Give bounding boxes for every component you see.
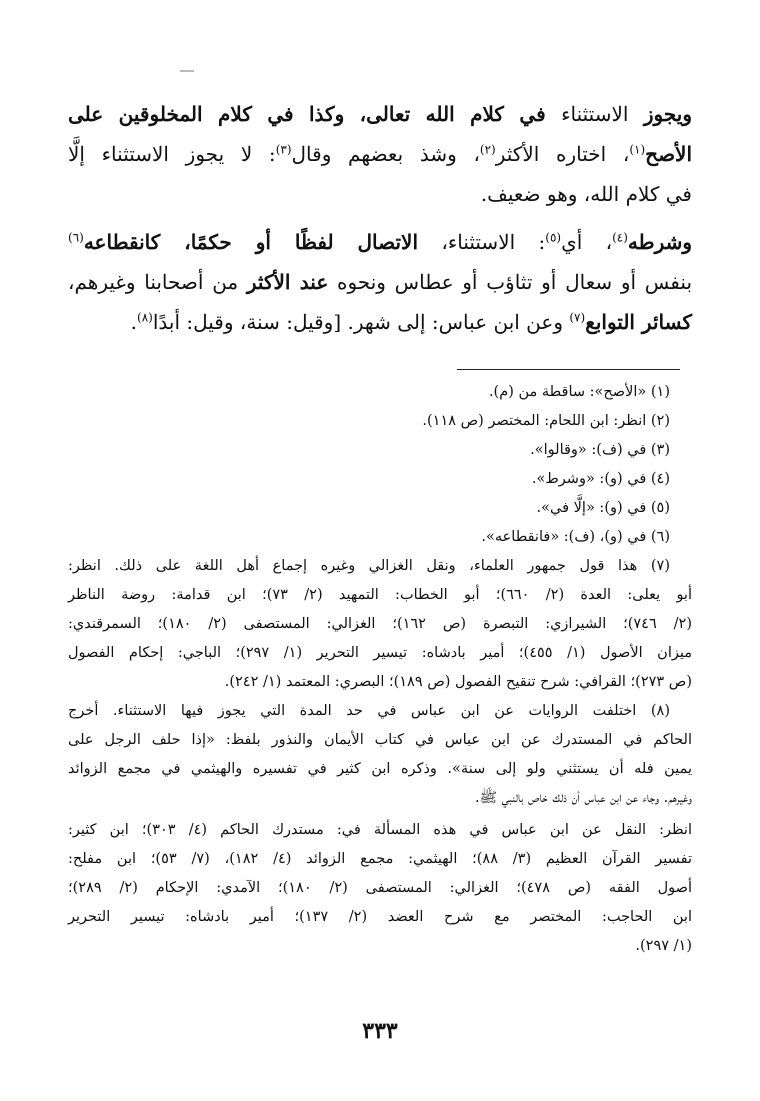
- footnote-separator: [457, 369, 680, 370]
- page-number: ٣٣٣: [362, 1018, 398, 1044]
- paragraph-condition: [68, 222, 692, 342]
- footnote-5: (٥) في (و): «إلَّا في».: [536, 500, 670, 516]
- footnote-ref[interactable]: (٨): [137, 310, 153, 325]
- main-line: كسائر التوابع$^{(٧)}$ وعن ابن عباس: إلى شهر. [وقيل: سنة، وقيل: أبدًا$^{(٨)}$.: [130, 310, 692, 334]
- scan-speck: [180, 70, 194, 72]
- footnote-7: (٧) هذا قول جمهور العلماء، ونقل الغزالي وغيره إجماع أهل اللغة على ذلك. انظر: أبو يعلى: العدة (٢/ ٦٦٠)؛ أبو الخطاب: التمهيد (٢/ ٧٣)؛ ابن قدامة: روضة الناظر (٢/ ٧٤٦)؛ الشيرازي: التبصرة (ص ١٦٢)؛ الغزالي: المستصفى (٢/ ١٨٠)؛ السمرقندي: ميزان الأصول (١/ ٤٥٥)؛ أمير بادشاه: تيسير التحرير (١/ ٢٩٧)؛ الباجي: إحكام الفصول (ص ٢٧٣)؛ القرافي: شرح تنقيح الفصول (ص ١٨٩)؛ البصري: المعتمد (١/ ٢٤٢).: [68, 558, 692, 690]
- footnote-ref[interactable]: (٦): [68, 230, 84, 245]
- footnote-2: (٢) انظر: ابن اللحام: المختصر (ص ١١٨).: [422, 413, 670, 429]
- main-text: [68, 94, 692, 342]
- footnote-ref[interactable]: (٧): [569, 310, 586, 325]
- footnote-6: (٦) في (و)، (ف): «فانقطاعه».: [481, 529, 670, 545]
- main-line: في كلام الله، وهو ضعيف.: [480, 182, 692, 206]
- footnote-ref[interactable]: (١): [629, 142, 646, 157]
- main-line: بنفس أو سعال أو تثاؤب أو عطاس ونحوه عند الأكثر من أصحابنا وغيرهم،: [68, 270, 693, 294]
- footnotes: [68, 378, 692, 961]
- footnote-3: (٣) في (ف): «وقالوا».: [530, 442, 670, 458]
- footnote-ref[interactable]: (٢): [479, 142, 496, 157]
- footnote-8: (٨) اختلفت الروايات عن ابن عباس في حد المدة التي يجوز فيها الاستثناء. أخرج الحاكم في المستدرك عن ابن عباس في كتاب الأيمان والنذور بلفظ: «إذا حلف الرجل على يمين فله أن يستثني ولو إلى سنة». وذكره ابن كثير في تفسيره والهيثمي في مجمع الزوائد وغيرهم. وجاء عن ابن عباس أن ذلك خاص بالنبي ﷺ.: [68, 703, 692, 806]
- main-line: الأصح$^{(١)}$، اختاره الأكثر$^{(٢)}$، وشذ بعضهم وقال$^{(٣)}$: لا يجوز الاستثناء إلَّا: [68, 142, 693, 166]
- footnote-ref[interactable]: (٥): [545, 230, 562, 245]
- footnote-1: (١) «الأصح»: ساقطة من (م).: [488, 384, 670, 400]
- main-line: ويجوز الاستثناء في كلام الله تعالى، وكذا في كلام المخلوقين على: [68, 102, 692, 126]
- footnote-4: (٤) في (و): «وشرط».: [531, 471, 670, 487]
- main-line: وشرطه$^{(٤)}$، أي$^{(٥)}$: الاستثناء، الاتصال لفظًا أو حكمًا، كانقطاعه$^{(٦)}$: [68, 230, 693, 254]
- footnote-ref[interactable]: (٣): [275, 142, 292, 157]
- paragraph-exception: [68, 94, 692, 214]
- footnote-ref[interactable]: (٤): [612, 230, 628, 245]
- footnote-8-references: انظر: النقل عن ابن عباس في هذه المسألة في: مستدرك الحاكم (٤/ ٣٠٣)؛ ابن كثير: تفسير القرآن العظيم (٣/ ٨٨)؛ الهيثمي: مجمع الزوائد (٤/ ١٨٢)، (٧/ ٥٣)؛ ابن مفلح: أصول الفقه (ص ٤٧٨)؛ الغزالي: المستصفى (٢/ ١٨٠)؛ الآمدي: الإحكام (٢/ ٢٨٩)؛ ابن الحاجب: المختصر مع شرح العضد (٢/ ١٣٧)؛ أمير بادشاه: تيسير التحرير (١/ ٢٩٧).: [68, 822, 693, 954]
